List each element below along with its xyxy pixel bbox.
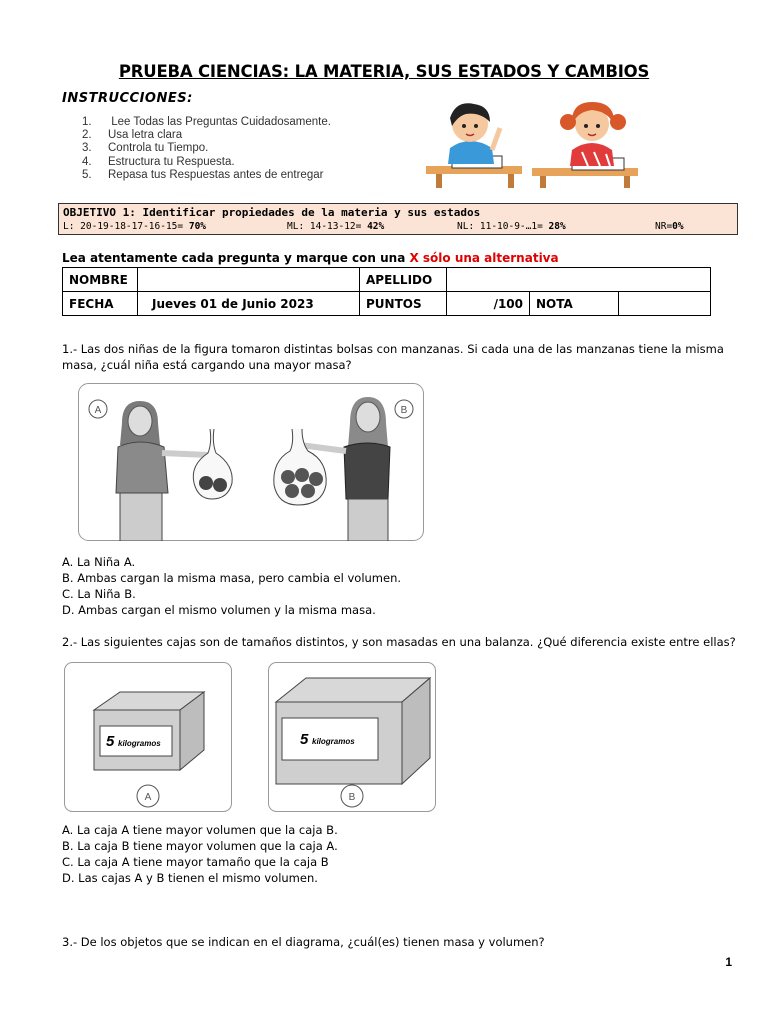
option-a[interactable]: A. La caja A tiene mayor volumen que la caja B. bbox=[62, 823, 338, 837]
option-d[interactable]: D. Las cajas A y B tienen el mismo volumen. bbox=[62, 871, 318, 885]
objective-title: OBJETIVO 1: Identificar propiedades de la materia y sus estados bbox=[63, 206, 481, 219]
nota-label: NOTA bbox=[530, 292, 619, 316]
option-b[interactable]: B. La caja B tiene mayor volumen que la caja A. bbox=[62, 839, 338, 853]
students-illustration bbox=[422, 96, 644, 188]
instruction-item: 3. Controla tu Tiempo. bbox=[82, 142, 209, 155]
instruction-item: 2. Usa letra clara bbox=[82, 129, 183, 142]
label-b: B bbox=[348, 792, 356, 803]
question-2: 2.- Las siguientes cajas son de tamaños distintos, y son masadas en una balanza. ¿Qué diferencia existe entre ellas? bbox=[62, 635, 736, 649]
nombre-label: NOMBRE bbox=[63, 268, 138, 292]
objective-l: L: 20-19-18-17-16-15= 70% bbox=[63, 221, 207, 232]
option-b[interactable]: B. Ambas cargan la misma masa, pero cambia el volumen. bbox=[62, 571, 402, 585]
instructions-heading: INSTRUCCIONES: bbox=[62, 91, 193, 106]
objective-nr: NR=0% bbox=[655, 221, 684, 232]
fecha-value: Jueves 01 de Junio 2023 bbox=[138, 292, 360, 316]
nota-field[interactable] bbox=[619, 292, 711, 316]
question-1: 1.- Las dos niñas de la figura tomaron distintas bolsas con manzanas. Si cada una de las manzanas tiene la misma masa, ¿cuál niña está cargando una mayor masa? bbox=[62, 342, 724, 372]
instructions-list bbox=[82, 116, 331, 182]
apellido-field[interactable] bbox=[447, 268, 711, 292]
objective-nl: NL: 11-10-9-…1= 28% bbox=[457, 221, 566, 232]
objective-box bbox=[58, 203, 738, 235]
girl-student-icon bbox=[532, 102, 638, 188]
objective-ml: ML: 14-13-12= 42% bbox=[287, 221, 385, 232]
label-a: A bbox=[94, 405, 102, 416]
girls-with-bags-image bbox=[78, 383, 424, 541]
box-b-image bbox=[268, 662, 436, 812]
label-b: B bbox=[400, 405, 408, 416]
option-c[interactable]: C. La Niña B. bbox=[62, 587, 136, 601]
svg-text:5: 5 bbox=[106, 733, 115, 750]
question-3: 3.- De los objetos que se indican en el diagrama, ¿cuál(es) tienen masa y volumen? bbox=[62, 935, 545, 949]
label-a: A bbox=[144, 792, 152, 803]
option-a[interactable]: A. La Niña A. bbox=[62, 555, 136, 569]
question-1-options bbox=[62, 554, 401, 618]
apellido-label: APELLIDO bbox=[360, 268, 447, 292]
option-d[interactable]: D. Ambas cargan el mismo volumen y la misma masa. bbox=[62, 603, 376, 617]
instruction-item: 1. Lee Todas las Preguntas Cuidadosamente. bbox=[82, 116, 331, 128]
page-title: PRUEBA CIENCIAS: LA MATERIA, SUS ESTADOS Y CAMBIOS bbox=[118, 62, 650, 81]
intro-instruction: Lea atentamente cada pregunta y marque con una X sólo una alternativa bbox=[62, 251, 559, 265]
option-c[interactable]: C. La caja A tiene mayor tamaño que la caja B bbox=[62, 855, 329, 869]
puntos-field[interactable]: /100 bbox=[447, 292, 530, 316]
nombre-field[interactable] bbox=[138, 268, 360, 292]
svg-text:kilogramos: kilogramos bbox=[312, 737, 355, 746]
puntos-label: PUNTOS bbox=[360, 292, 447, 316]
page-number: 1 bbox=[725, 955, 732, 969]
question-2-options bbox=[62, 822, 338, 886]
boy-student-icon bbox=[426, 103, 522, 188]
svg-text:kilogramos: kilogramos bbox=[118, 739, 161, 748]
instruction-item: 5. Repasa tus Respuestas antes de entregar bbox=[82, 168, 324, 181]
box-a-image bbox=[64, 662, 232, 812]
student-info-table bbox=[62, 267, 711, 316]
instruction-item: 4. Estructura tu Respuesta. bbox=[82, 155, 235, 168]
fecha-label: FECHA bbox=[63, 292, 138, 316]
svg-text:5: 5 bbox=[300, 731, 309, 748]
